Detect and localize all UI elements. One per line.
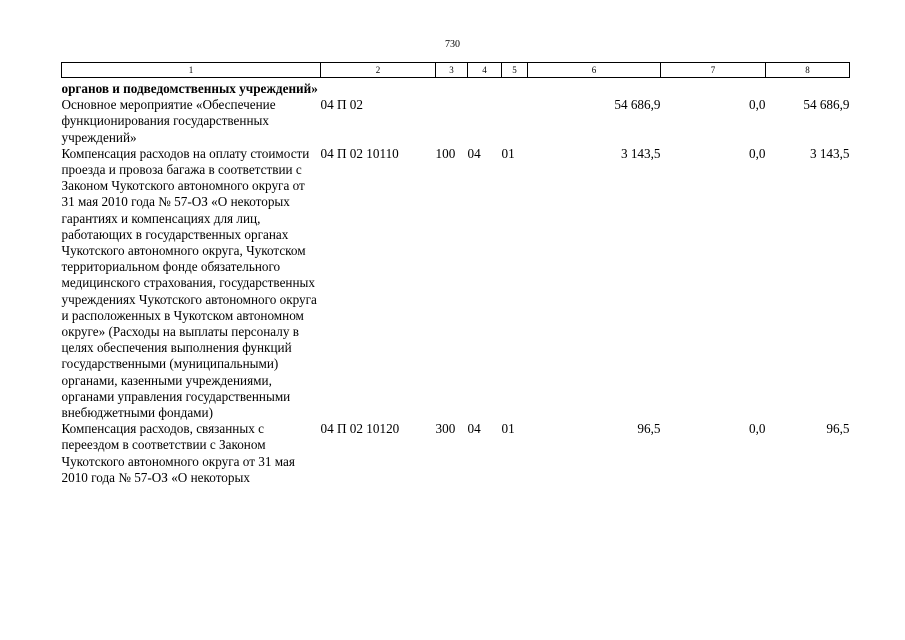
row-description: органов и подведомственных учреждений»	[61, 81, 318, 96]
row-expense-type: 300	[435, 421, 456, 437]
column-header: 4	[468, 63, 502, 78]
row-section	[468, 78, 502, 98]
row-description: Основное мероприятие «Обеспечение функционирования государственных учреждений»	[61, 97, 276, 145]
column-header: 5	[502, 63, 528, 78]
column-header: 1	[62, 63, 321, 78]
row-total	[766, 78, 850, 98]
page-number: 730	[445, 39, 460, 50]
column-header: 2	[321, 63, 436, 78]
column-header: 8	[766, 63, 850, 78]
row-expense-type	[436, 97, 468, 146]
row-subsection: 01	[501, 421, 515, 437]
column-header: 6	[528, 63, 661, 78]
row-target-code	[321, 78, 436, 98]
row-amount	[528, 78, 661, 98]
row-change: 0,0	[749, 97, 766, 113]
row-target-code: 04 П 02	[320, 97, 363, 113]
row-change: 0,0	[749, 421, 766, 437]
row-section: 04	[467, 421, 481, 437]
row-amount: 3 143,5	[620, 145, 661, 161]
column-header: 7	[661, 63, 766, 78]
row-expense-type: 100	[435, 145, 456, 161]
row-amount: 54 686,9	[614, 97, 661, 113]
table-row	[62, 421, 850, 486]
row-section	[468, 97, 502, 146]
row-change: 0,0	[749, 145, 766, 161]
row-description: Компенсация расходов на оплату стоимости проезда и провоза багажа в соответствии с Законом Чукотского автономного округа от 31 мая 2010 года № 57-ОЗ «О некоторых гарантиях и компенсациях для лиц, работающих в государственных органах Чукотского автономного округа, Чукотском территориальном фонде обязательного медицинского страхования, государственных учреждениях Чукотского автономного округа и расположенных в Чукотском автономном округе» (Расходы на выплаты персоналу в целях обеспечения выполнения функций государственными (муниципальными) органами, казенными учреждениями, органами управления государственными внебюджетными фондами)	[61, 145, 317, 421]
row-subsection	[502, 78, 528, 98]
row-amount: 96,5	[637, 421, 661, 437]
row-expense-type	[436, 78, 468, 98]
row-target-code: 04 П 02 10120	[320, 421, 400, 437]
row-target-code: 04 П 02 10110	[320, 145, 399, 161]
row-subsection: 01	[501, 145, 515, 161]
row-subsection	[502, 97, 528, 146]
row-total: 54 686,9	[803, 97, 850, 113]
column-header: 3	[436, 63, 468, 78]
table-row	[62, 146, 850, 421]
row-section: 04	[467, 145, 481, 161]
row-total: 3 143,5	[809, 145, 850, 161]
row-total: 96,5	[826, 421, 850, 437]
row-description: Компенсация расходов, связанных с переездом в соответствии с Законом Чукотского автономного округа от 31 мая 2010 года № 57-ОЗ «О некоторых	[61, 421, 295, 485]
column-number-header-row	[62, 63, 850, 78]
table-row	[62, 97, 850, 146]
budget-table	[61, 62, 850, 486]
table-row	[62, 78, 850, 98]
row-change	[661, 78, 766, 98]
